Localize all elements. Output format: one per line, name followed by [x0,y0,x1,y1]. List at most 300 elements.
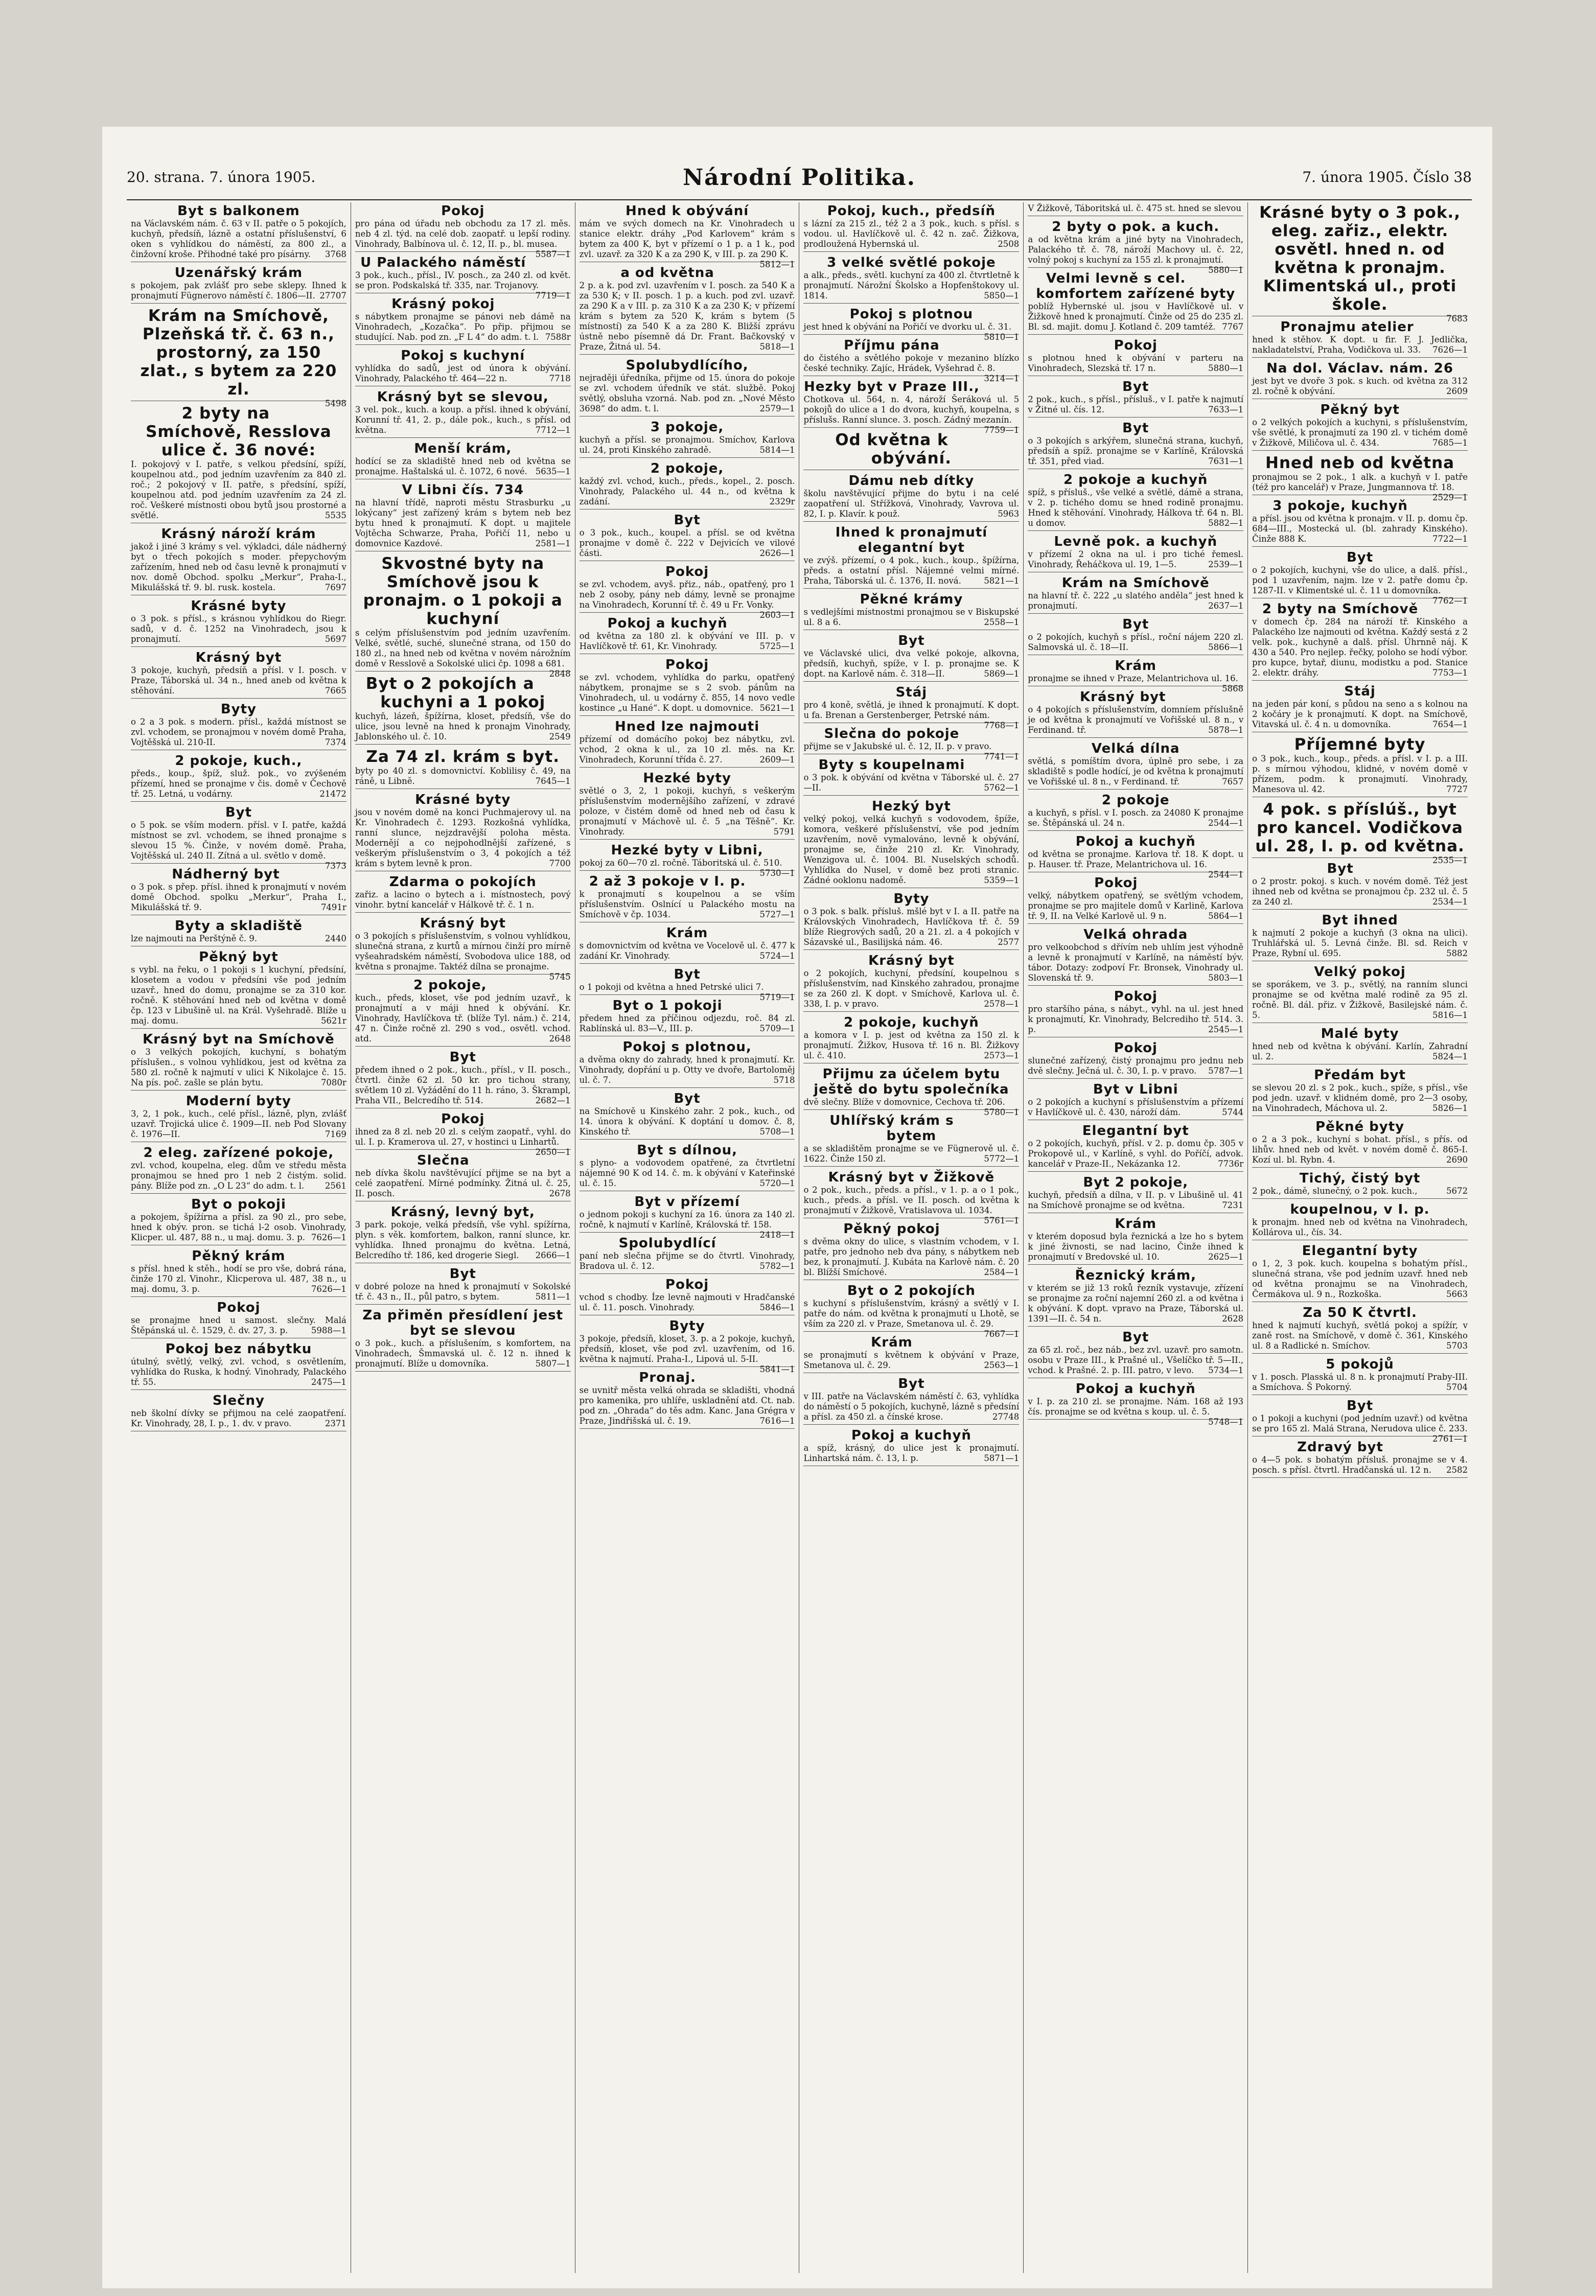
classified-ad [580,616,795,654]
ad-body [1252,754,1468,795]
classified-ad [580,1236,795,1274]
ad-text: o 2 pok., kuch., předs. a přísl., v 1. p. a o 1 pok., kuch., předs. a přísl. ve II. posch. od května k pronajmutí v Žižkově, Vratislavova ul. 1034. [803,1185,1020,1215]
ad-headline: Hezké byty [643,771,731,786]
classified-ad [1252,1119,1468,1168]
ad-text: na Václavském nám. č. 63 v II. patře o 5 pokojích, kuchyň, předsíň, lázně a ostatní příslušenství, 6 oken s vyhlídkou do náměstí, za 800 zl., a činžovní kroše. Přihodné také pro písárny. [131,219,346,259]
ad-text: s přísl. hned k stěh., hodí se pro vše, dobrá rána, činže 170 zl. Vinohr., Klicperova ul. 487, 38 n., u maj. domu, 3. p. [131,1264,346,1294]
ad-text: velký pokoj, velká kuchyň s vodovodem, špíže, komora, veškeré příslušenství, vše pod jedním uzavřením, nově vymalováno, levně k obývání, pronajme se, činže 210 zl. Kr. Vinohrady, Wenzigova ul. č. 1004. Bl. Nuselských schodů. Vyhlídka do Nusel, v domě bez proti stranic. Zádné ooklonu nadomě. [803,814,1020,885]
ad-headline: Krásný nároží krám [161,526,316,542]
ad-reference-number: 5635—1 [535,467,571,476]
ad-headline: koupelnou, v I. p. [1290,1202,1430,1217]
ad-body [803,907,1019,947]
ad-headline: Byt [1122,379,1149,395]
ad-reference-number: 5621—1 [759,703,795,713]
ad-text: světlá, s pomíštím dvora, úplně pro sebe, i za skladiště s podle hodící, je od května k pronajmutí ve Vořišské ul. 8 n., v Ferdinand. tř. [1028,756,1244,786]
ad-reference-number: 7626—1 [1432,345,1468,355]
classified-ad [355,1111,571,1157]
classified-ad [1028,793,1243,831]
ad-reference-number: 2648 [549,1034,571,1043]
classified-ad [131,1248,346,1297]
ad-body [131,1357,346,1387]
ad-headline: a od května [620,265,714,281]
ad-reference-number: 27707 [319,291,346,300]
ad-reference-number: 5772—1 [984,1154,1020,1164]
ad-headline: Byt [1122,1330,1149,1345]
classified-ad [1028,1082,1243,1120]
ad-headline: 2 pokoje, kuchyň [844,1015,979,1030]
ad-reference-number: 7700 [549,859,571,868]
classified-ad [1252,684,1468,732]
ad-body [803,607,1019,628]
ad-headline: Byt o pokoji [191,1197,286,1212]
classified-ad [1252,861,1468,910]
classified-ad [1252,454,1468,502]
ad-reference-number: 7762—1 [1432,596,1468,606]
classified-ad [803,379,1020,435]
classified-ad [1252,964,1468,1023]
ad-body [1028,353,1243,374]
ad-reference-number: 7665 [325,686,346,695]
classified-ad [1028,1268,1243,1327]
ad-text: od května za 180 zl. k obývání ve III. p. v Havlíčkově tř. 61, Kr. Vinohrady. [579,631,795,651]
ad-headline: Pěkný krám [192,1248,286,1264]
ad-text: 2 pok., dámě, slunečný, o 2 pok. kuch., [1252,1186,1418,1196]
classified-ad [131,702,346,750]
classified-ad [1028,834,1244,879]
ad-reference-number: 5672 [1446,1186,1468,1196]
ad-headline: Byt [674,1091,701,1106]
classified-ad [803,592,1019,630]
ad-reference-number: 2650—1 [535,1147,571,1157]
ad-body [355,270,571,300]
ad-body [1028,1056,1243,1076]
classified-ad [355,554,571,679]
classified-ad [131,867,346,915]
classified-ad [1252,498,1468,547]
ad-text: k pronajmutí s koupelnou a se vším příslušenstvím. Oslnící u Palackého mostu na Smíchově v čp. 1034. [579,889,795,919]
ad-headline: Byt [898,633,925,648]
ad-body [355,219,571,259]
ad-headline: Za přiměn přesídlení jest byt se slevou [362,1308,564,1338]
ad-reference-number: 2558—1 [984,617,1020,627]
ad-headline: Krásný byt [1079,689,1166,705]
ad-headline: Byt 2 pokoje, [1083,1175,1189,1190]
ad-headline: 2 eleg. zařízené pokoje, [143,1145,334,1161]
ad-body [803,1298,1020,1339]
ad-body [355,628,571,679]
ad-headline: Byt [1122,617,1149,632]
classified-ad [1252,203,1468,323]
ad-headline: Byt [1346,1398,1374,1413]
ad-reference-number: 7753—1 [1432,668,1468,678]
ad-text: ve zvýš. přízemí, o 4 pok., kuch., koup., špížírna, předs. a ostatní přísl. Nájemné velmi mírné. Praha, Táborská ul. č. 1376, II. nová. [803,555,1020,586]
classified-ad [580,1091,795,1140]
ad-headline: Dámu neb dítky [848,473,975,489]
ad-text: mám ve svých domech na Kr. Vinohradech u stanice elektr. dráhy „Pod Karlovem“ krám s bytem za 400 K, byt v přízemí o 1 p. a 1 k., pod zvl. uzavř. za 320 K a za 290 K, v III. p. za 290 K. [579,219,795,259]
classified-ad [1252,361,1468,399]
ad-reference-number: 7654—1 [1432,720,1468,729]
classified-ad [1252,735,1468,797]
ad-reference-number: 7631—1 [1208,456,1244,466]
classified-ad [131,203,346,262]
classified-ad [131,265,346,304]
ad-body [803,219,1019,249]
ad-text: o 3 velkých pokojích, kuchyní, s bohatým příslušen., s volnou vyhlídkou, jest od května za 580 zl. ročně k najmutí v ulici K Nikolajce č. 15. Na pís. poč. zašle se plán bytu. [131,1047,346,1087]
ad-headline: Krám [1115,658,1157,674]
classified-ad [355,675,571,745]
classified-ad [803,1428,1019,1466]
ad-text: o 3 pok., kuch., koup., předs. a přísl. v I. p. a III. p. s mírnou výhodou, klidné, v novém domě v přízem, podm. k pronajmutí. Vinohrady, Manesova ul. 42. [1252,754,1468,794]
classified-ad [803,338,1020,383]
classified-ad [1028,1040,1243,1079]
ad-reference-number: 7657 [1222,777,1244,786]
ad-reference-number: 2529—1 [1432,493,1468,502]
classified-ad [131,404,346,523]
ad-reference-number: 7616—1 [759,1416,795,1426]
ad-headline: Byt [449,1266,476,1282]
ad-headline: Byt s balkonem [177,203,300,219]
ad-body [1028,942,1243,983]
ad-headline: Byt [1327,861,1354,876]
classified-ad [803,255,1019,304]
ad-text: pro 4 koně, světlá, je ihned k pronajmutí. K dopt. u fa. Brenan a Gerstenberger, Petrské nám. [803,700,1020,720]
ad-headline: 4 pok. s příslúš., byt pro kancel. Vodičkova ul. 28, I. p. od května. [1255,800,1465,855]
ad-reference-number: 5878—1 [1208,725,1244,735]
ad-body [803,648,1019,679]
ad-body [131,934,346,944]
ad-headline: 2 pokoje, [413,978,487,993]
issue-number-date: 7. února 1905. Číslo 38 [1302,169,1472,185]
ad-headline: Hezký byt [871,799,951,814]
ad-text: a spíž, krásný, do ulice jest k pronajmutí. Linhartská nám. č. 13, l. p. [803,1443,1020,1463]
ad-text: kuchyň, předsíň a dílna, v II. p. v Libušině ul. 41 na Smíchově pronajme se od května. [1028,1190,1244,1210]
ad-reference-number: 3768 [325,249,346,259]
ad-reference-number: 5498 [325,399,346,408]
ad-body [803,1350,1019,1371]
classified-ad [131,1393,346,1431]
ad-body [1028,808,1243,828]
ad-headline: Pokoj [1094,875,1138,891]
ad-body [579,982,795,1002]
ad-text: a kuchyň, s přísl. v I. posch. za 24080 K pronajme se. Štěpánská ul. 24 n. [1028,808,1244,828]
ad-body [803,270,1019,301]
ad-text: s celým příslušenstvím pod jedním uzavřením. Velké, světlé, suché, slunečné strana, od 150 do 180 zl., na hned neb od května v novém nárožním domě v Resslově a Sokolské ulici čp. 1098 a 681. [355,628,571,668]
ad-body [580,373,795,414]
ad-headline: Byt s dílnou, [637,1143,738,1158]
ad-reference-number: 2561 [325,1181,346,1191]
ad-text: s kuchyní s příslušenstvím, krásný a světlý v I. patře do nám. od května k pronajmutí u Lhotě, se vším za 220 zl. v Praze, Smetanova ul. č. 29. [803,1298,1020,1329]
ad-reference-number: 5807—1 [535,1359,571,1369]
ad-headline: 2 byty na Smíchově [1262,601,1419,617]
ad-headline: Uzenářský krám [174,265,303,281]
ad-text: a přísl. jsou od května k pronajm. v II. p. domu čp. 684—III., Mostecká ul. (bl. zahrady Kinského). Činže 888 K. [1252,514,1468,544]
ad-reference-number: 5803—1 [1208,973,1244,983]
classified-ad [803,685,1020,730]
ad-headline: Pěkný byt [199,949,279,965]
ad-text: zvl. vchod, koupelna, eleg. dům ve středu města pronajmou se hned pro 1 neb 2 čistým. solid. pány. Blíže pod zn. „O L 23“ do adm. t. l. [131,1161,346,1191]
column-2 [351,202,575,2273]
ad-body [131,1161,346,1191]
classified-ad [355,748,571,789]
classified-ad [803,953,1019,1012]
ad-text: o 4 pokojích s příslušenstvím, domníem příslušně je od května k pronajmutí ve Vořišské ul. 8 n., v Ferdinand. tř. [1028,705,1244,735]
ad-reference-number: 7712—1 [535,425,571,435]
ad-headline: 3 velké světlé pokoje [827,255,996,270]
classified-ad [803,1283,1020,1339]
ad-reference-number: 5761—1 [984,1216,1020,1225]
ad-text: ve Václavské ulici, dva velké pokoje, alkovna, předsíň, kuchyň, spíže, v I. p. pronajme se. K dopt. na Karlově nám. č. 318—II. [803,648,1020,679]
classified-ad [579,1194,795,1240]
ad-body [1028,395,1243,415]
ad-body [131,1264,346,1294]
ad-headline: Za 50 K čtvrtl. [1303,1305,1417,1320]
ad-reference-number: 5846—1 [759,1303,795,1312]
classified-ad [580,874,795,922]
ad-reference-number: 7588r [545,332,571,342]
ad-headline: 2 pokoje [1101,793,1170,808]
ad-text: o 3 pok., kuch. a příslušením, s komfortem, na Vinohradech, Šmmavská ul. č. 12 n. ihned k pronajmutí. Blíže u domovníka. [355,1338,571,1369]
ad-text: pronajme se ihned v Praze, Melantrichova ul. 16. [1028,674,1238,683]
ad-reference-number: 5880—1 [1208,363,1244,373]
classified-ad [1028,1123,1243,1172]
ad-reference-number: 5869—1 [984,669,1020,679]
ad-headline: Levně pok. a kuchyň [1054,534,1218,549]
classified-ad [580,1277,795,1315]
ad-reference-number: 5882 [1446,948,1468,958]
ad-headline: Pronaj. [639,1370,696,1385]
ad-headline: Byt [1346,550,1374,565]
ad-text: a dvěma okny do zahrady, hned k pronajmutí. Kr. Vinohrady, dopřání u p. Otty ve dvoře, Bartoloměj ul. č. 7. [579,1055,795,1085]
ad-headline: Krásný, levný byt, [390,1204,535,1220]
classified-ad [355,389,571,438]
ad-headline: Pěkný byt [1320,402,1400,418]
ad-reference-number: 2578—1 [984,999,1020,1009]
ad-text: o 2 pokojích, kuchyní, předsíní, koupelnou s příslušenstvím, nad Kinského zahradou, pronajme se za 260 zl. K dopt. v Smíchově, Karlova ul. č. 338, I. p. v pravo. [803,968,1020,1009]
ad-reference-number: 5724—1 [759,951,795,961]
classified-ad [1252,913,1468,961]
ad-reference-number: 7667—1 [984,1329,1020,1339]
ad-text: pronajmou se 2 pok., 1 alk. a kuchyň v I. patře (též pro kancelář) v Praze, Jungmannova tř. 18. [1252,472,1468,492]
page-header [127,165,1472,197]
classified-ad [580,1370,795,1429]
ad-headline: Pokoj a kuchyň [1075,1381,1196,1397]
classified-ad [1028,1330,1243,1378]
ad-reference-number: 5787—1 [1208,1066,1244,1076]
classified-ad [355,203,571,259]
ad-headline: 3 pokoje, [650,420,724,435]
ad-body [131,614,346,644]
ad-body [803,353,1020,383]
ad-reference-number: 27748 [992,1412,1020,1422]
ad-body [803,700,1020,730]
ad-headline: Krásný byt na Smíchově [143,1032,335,1047]
ad-reference-number: 7719—1 [535,291,571,300]
ad-headline: Slečna do pokoje [824,726,960,741]
ad-reference-number: 7491r [320,902,346,912]
ad-headline: Byty [669,1318,705,1334]
ad-body [580,528,795,559]
ad-headline: Elegantní byt [1082,1123,1189,1139]
ad-body [1252,1320,1468,1351]
classified-ad [1028,575,1243,614]
ad-headline: Pokoj [441,203,485,219]
ad-reference-number: 7633—1 [1208,405,1244,414]
ad-body [1252,376,1468,397]
ad-reference-number: 5880—1 [1208,265,1244,275]
ad-text: hodící se za skladiště hned neb od května se pronajme. Haštalská ul. č. 1072, 6 nové. [355,456,571,476]
ad-reference-number: 5812—1 [759,260,795,269]
ad-text: předs., koup., špíž, služ. pok., vo zvýšeném přízemí, hned se pronajme v čis. domě v Čechově tř. 25. Letná, u vodárny. [131,769,346,799]
ad-headline: Pronajmu atelier [1280,319,1414,335]
ad-text: jest hned k obývání na Pořičí ve dvorku ul. č. 31. [803,322,1012,332]
ad-reference-number: 7231 [1222,1200,1244,1210]
ad-reference-number: 5727—1 [759,910,795,919]
ad-reference-number: 2609 [1446,386,1468,396]
classified-columns [127,202,1472,2273]
ad-headline: Hned neb od května [1265,454,1455,472]
ad-body [580,941,795,961]
classified-ad [803,799,1019,888]
ad-body [1028,1139,1243,1169]
ad-headline: Skvostné byty na Smíchově jsou k pronajm. o 1 pokoji a kuchyní [363,554,563,628]
ad-body [579,1334,795,1374]
ad-text: 3 pok., kuch., přísl., IV. posch., za 240 zl. od květ. se pron. Podskalská tř. 335, nar. Trojanovy. [355,270,571,290]
classified-ad [355,482,571,551]
ad-headline: Moderní byty [186,1094,292,1109]
ad-reference-number: 2579—1 [759,404,795,413]
ad-body [131,769,346,799]
ad-body [1028,1397,1244,1427]
classified-ad [355,255,571,300]
classified-ad [131,918,346,946]
classified-ad [803,891,1019,950]
ad-reference-number: 5882—1 [1208,518,1244,528]
classified-ad [803,1113,1019,1167]
ad-headline: Velká ohrada [1083,927,1188,942]
ad-headline: Předám byt [1314,1068,1406,1083]
newspaper-title: Národní Politika. [682,165,916,191]
ad-headline: Stáj [895,685,928,700]
ad-text: o 2 a 3 pok. s modern. přísl., každá místnost se zvl. vchodem, se pronajmou v novém domě Praha, Vojtěšská ul. 210-II. [131,717,346,747]
ad-text: v kterém doposud byla řeznická a lze ho s bytem k jiné živnosti, se nad lacino, Činže ihned k pronajmutí v Bredovské ul. 10. [1028,1232,1244,1262]
ad-text: byty po 40 zl. s domovnictví. Koblilisy č. 49, na ráně, u Libně. [355,766,571,786]
ad-text: poblíž Hybernské ul. jsou v Havlíčkově ul. v Žižkově hned k pronajmutí. Činže od 25 do 235 zl. Bl. sd. majit. domu J. Kotland č. 209 tamtéž. [1028,302,1244,332]
ad-headline: Byt ihned [1322,913,1398,928]
ad-body [1028,674,1244,693]
ad-body [579,858,795,878]
ad-body [131,965,346,1026]
ad-text: s dvěma okny do ulice, s vlastním vchodem, v I. patře, pro jednoho neb dva pány, s nábytkem neb bez, k pronajmutí. J. Kubáta na Karlově nám. č. 20 bl. Blížší Smíchové. [803,1237,1020,1277]
ad-body [580,1385,795,1426]
column-6 [1248,202,1472,2273]
classified-ad [1252,1243,1468,1302]
ad-text: s nábytkem pronajme se pánovi neb dámě na Vinohradech, „Kozačka“. Po přip. přijmou se studující. Nab. pod zn. „F L 4“ do adm. t. l. [355,312,571,342]
ad-headline: Byty [220,702,257,717]
ad-text: jakož i jiné 3 krámy s vel. výkladci, dále nádherný byt o třech pokojích s moder. přepychovým zařízením, hned neb od času levně k pronajmutí v nov. domě Obchod. spolku „Merkur“, Praha-I., Mikulášská tř. 9. bl. rusk. kostela. [131,542,346,592]
ad-body [1028,591,1243,611]
ad-headline: Za 74 zl. krám s byt. [366,748,560,766]
classified-ad [355,1050,571,1108]
classified-ad [131,1341,346,1390]
ad-text: o 3 pokojích s arkýřem, slunečná strana, kuchyň, předsíň a spíž. pronajme se v Karlíně, Královská tř. 351, před viad. [1028,436,1244,466]
ad-reference-number: 5780—1 [984,1107,1020,1117]
ad-body [803,968,1019,1009]
ad-body [131,717,346,748]
ad-headline: Pokoj [441,1111,485,1127]
classified-ad [1252,1398,1468,1444]
ad-text: vyhlídka do sadů, jest od února k obývání. Vinohrady, Palackého tř. 464—22 n. [355,363,571,383]
ad-reference-number: 2582 [1446,1465,1468,1475]
ad-text: v I. p. za 210 zl. se pronajme. Nám. 168 až 193 čís. pronajme se od května s koup. ul. č. 5. [1028,1397,1244,1417]
ad-reference-number: 2577 [998,937,1020,947]
classified-ad [1252,319,1468,358]
ad-headline: Nádherný byt [172,867,280,882]
ad-headline: 2 byty na Smíchově, Resslova ulice č. 36 nové: [146,404,332,459]
ad-body [803,773,1019,793]
ad-text: o 2 pokojích, kuchyni, vše do ulice, a dalš. přísl., pod 1 uzavřením, najm. lze v 2. patře domu čp. 1287-II. v Klimentské ul. č. 11 u domovníka. [1252,565,1468,595]
ad-text: o 2 velkých pokojích a kuchyni, s příslušenstvím, vše světlé, k pronajmutí za 190 zl. v tichém domě v Žižkově, Miličova ul. č. 434. [1252,418,1468,448]
classified-ad [1028,875,1243,924]
classified-ad [579,843,795,878]
ad-body [579,219,795,269]
ad-headline: Krásný byt [420,916,506,931]
ad-text: s lázní za 215 zl., též 2 a 3 pok., kuch. s přísl. s vodou. ul. Havlíčkově ul. č. 42 n. zač. Žižkova, prodloužená Hybernská ul. [803,219,1020,249]
ad-reference-number: 5841—1 [759,1364,795,1374]
classified-ad [355,1308,571,1372]
ad-text: V Žižkově, Táboritská ul. č. 475 st. hned se slevou [1028,203,1241,213]
ad-body [355,993,571,1044]
ad-body [1028,849,1244,879]
header-rule [127,199,1472,200]
ad-body [1252,928,1468,959]
ad-reference-number: 2626—1 [759,548,795,558]
ad-reference-number: 2440 [325,934,346,943]
ad-headline: Pokoj s plotnou [849,307,974,322]
ad-reference-number: 2329r [769,497,795,506]
ad-text: se zvl. vchodem, vyhlídka do parku, opatřený nábytkem, pronajme se s 2 svob. pánům na Vinohradech, ul. u vodárny č. 855, 14 novo vedle kostince „u Hané“. K dopt. u domovnice. [579,672,795,713]
ad-body [579,1210,795,1240]
ad-body [1028,756,1243,787]
ad-headline: Velká dílna [1091,741,1180,756]
ad-text: a pokojem, špížírna a přísl. za 90 zl., pro sebe, hned k obýv. pron. se tichá l-2 osob. Vinohrady, Klicper. ul. 487, 88 n., u maj. domu. 3. p. [131,1212,346,1242]
ad-reference-number: 5730—1 [759,868,795,878]
ad-reference-number: 2508 [998,239,1020,249]
ad-text: o 3 pokojích s příslušenstvím, s volnou vyhlídkou, slunečná strana, z kurtů a mírnou činží pro mírně vyšeahradském náměstí, Svobodova ulice 188, od května s pronajme. Taktéž dílna se pronajme. [355,931,571,971]
ad-body [355,1065,571,1106]
ad-body [580,889,795,920]
ad-headline: Pokoj, kuch., předsíň [827,203,996,219]
ad-body [803,1030,1019,1061]
classified-ad [1252,1068,1468,1116]
classified-ad [355,1266,571,1305]
ad-text: v přízemí 2 okna na ul. i pro tiché řemesl. Vinohrady, Řeháčkova ul. 19, 1—5. [1028,549,1244,569]
ad-headline: Příjmu pána [844,338,940,353]
classified-ad [1028,1175,1243,1213]
ad-reference-number: 5816—1 [1432,1010,1468,1020]
ad-headline: Velký pokoj [1314,964,1406,980]
ad-text: v dobré poloze na hned k pronajmutí v Sokolské tř. č. 43 n., II., půl patro, s bytem. [355,1282,571,1302]
ad-text: 3 pokoje, kuchyň, předsíň a přísl. v I. posch. v Praze, Táborská ul. 34 n., hned aneb od května k stěhování. [131,665,346,695]
classified-ad [131,753,346,802]
classified-ad [579,203,795,269]
ad-reference-number: 7685—1 [1432,438,1468,448]
classified-ad [131,1032,346,1091]
ad-text: k najmutí 2 pokoje a kuchyň (3 okna na ulici). Truhlářská ul. 5. Levná činže. Bl. sd. Reich v Praze, Rybní ul. 695. [1252,928,1468,958]
ad-headline: Krám [666,925,708,941]
ad-body [803,1185,1020,1225]
ad-reference-number: 5359—1 [984,875,1020,885]
ad-headline: 2 pokoje a kuchyň [1063,472,1208,488]
